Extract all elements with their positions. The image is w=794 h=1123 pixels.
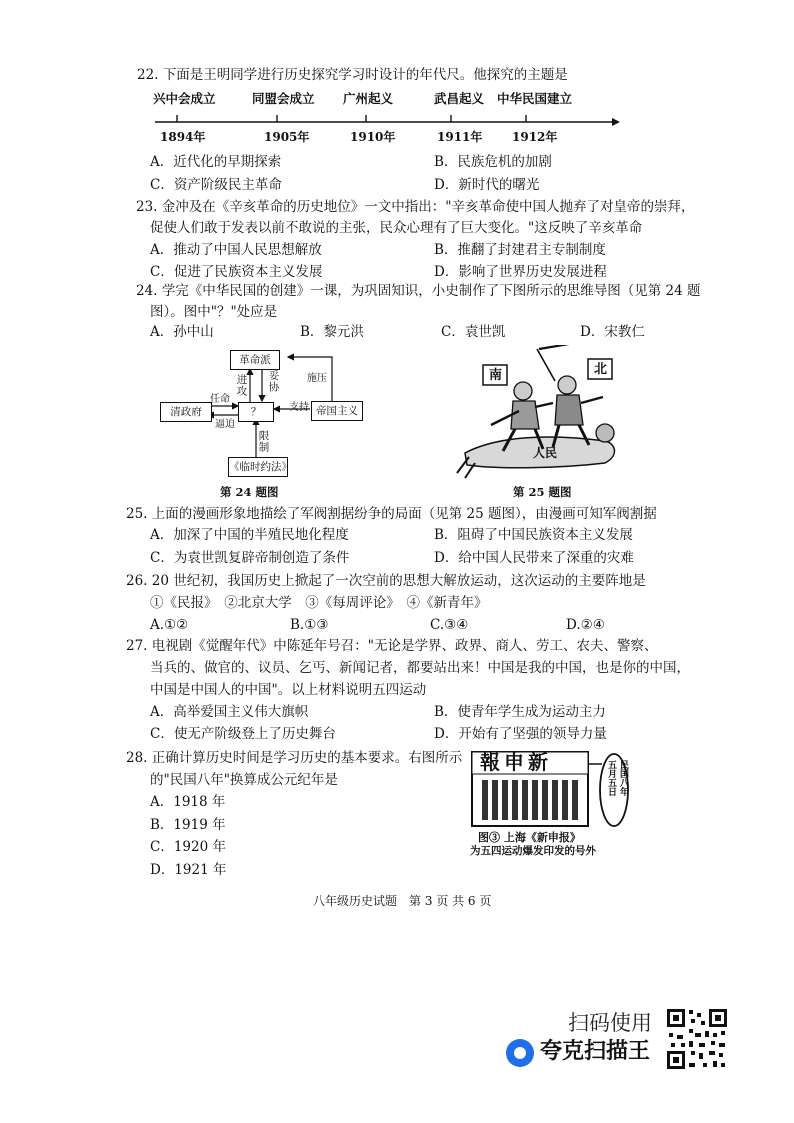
timeline-year: 1910年 (350, 130, 396, 144)
mind-map-label: 任命 (210, 394, 230, 405)
q27-option-b: B．使青年学生成为运动主力 (434, 704, 606, 720)
page-footer: 八年级历史试题 第 3 页 共 6 页 (313, 894, 492, 908)
q28-stem-line1: 28. 正确计算历史时间是学习历史的基本要求。右图所示 (126, 750, 463, 766)
mind-map-label: 支持 (289, 402, 309, 413)
q24-option-d: D．宋教仁 (580, 324, 645, 340)
timeline-event: 同盟会成立 (252, 91, 315, 106)
q28-option-a: A．1918 年 (150, 794, 226, 810)
cartoon-label-people: 人民 (533, 446, 558, 460)
mind-map-label: 妥协 (267, 370, 280, 393)
q22-stem: 22. 下面是王明同学进行历史探究学习时设计的年代尺。他探究的主题是 (137, 67, 568, 83)
q27-option-c: C．使无产阶级登上了历史舞台 (150, 726, 336, 742)
scan-to-use-label: 扫码使用 (568, 1011, 652, 1035)
mind-map-label: 施压 (307, 373, 327, 384)
q23-stem-line2: 促使人们敢于发表以前不敢说的主张，民众心理有了巨大变化。"这反映了辛亥革命 (150, 220, 643, 236)
q22-option-c: C．资产阶级民主革命 (150, 177, 282, 193)
q28-option-b: B．1919 年 (150, 817, 226, 833)
timeline-year: 1905年 (264, 130, 310, 144)
q27-option-a: A．高举爱国主义伟大旗帜 (150, 704, 309, 720)
qr-code-icon[interactable] (665, 1007, 729, 1071)
mind-map-node-bottom: 《临时约法》 (228, 457, 288, 477)
q24-option-a: A．孙中山 (150, 324, 214, 340)
q25-option-a: A．加深了中国的半殖民地化程度 (150, 527, 349, 543)
newspaper-caption-line1: 图③ 上海《新申报》 (478, 831, 581, 844)
q23-option-c: C．促进了民族资本主义发展 (150, 264, 323, 280)
q22-option-b: B．民族危机的加剧 (434, 154, 552, 170)
q24-option-c: C．袁世凯 (441, 324, 506, 340)
q28-option-d: D．1921 年 (150, 862, 227, 878)
q27-stem-line3: 中国是中国人的中国"。以上材料说明五四运动 (150, 682, 427, 698)
q24-option-b: B．黎元洪 (300, 324, 364, 340)
timeline-event: 武昌起义 (434, 91, 485, 106)
q26-option-a: A.①② (150, 617, 189, 633)
timeline-year: 1912年 (512, 130, 558, 144)
bubble-text-right: 民国八年 (618, 760, 628, 796)
q26-option-d: D.②④ (566, 617, 605, 633)
timeline-event: 中华民国建立 (497, 91, 573, 106)
q27-stem-line1: 27. 电视剧《觉醒年代》中陈延年号召："无论是学界、政界、商人、劳工、农夫、警察、 (126, 638, 658, 654)
q26-items: ①《民报》 ②北京大学 ③《每周评论》 ④《新青年》 (150, 595, 488, 611)
q25-option-b: B．阻碍了中国民族资本主义发展 (434, 527, 633, 543)
q25-option-c: C．为袁世凯复辟帝制创造了条件 (150, 550, 350, 566)
timeline-event: 广州起义 (343, 91, 394, 106)
newspaper-masthead: 報申新 (480, 750, 552, 774)
q22-option-a: A．近代化的早期探索 (150, 154, 282, 170)
brand-name: 夸克扫描王 (540, 1039, 651, 1064)
mind-map-label: 逼迫 (215, 419, 235, 430)
bubble-text-left: 五月五日 (606, 760, 616, 796)
q28-stem-line2: 的"民国八年"换算成公元纪年是 (150, 772, 338, 788)
q23-option-d: D．影响了世界历史发展进程 (434, 264, 607, 280)
mind-map-node-center: ？ (238, 402, 274, 422)
timeline-axis (150, 112, 620, 132)
q24-stem-line2: 图）。图中"？"处应是 (150, 304, 278, 320)
mind-map-label: 进攻 (235, 374, 248, 397)
q23-stem-line1: 23. 金冲及在《辛亥革命的历史地位》一文中指出："辛亥革命使中国人抛弃了对皇帝的崇拜， (136, 199, 695, 215)
q28-option-c: C．1920 年 (150, 839, 226, 855)
mind-map-label: 限制 (257, 430, 270, 453)
q23-option-b: B．推翻了封建君主专制制度 (434, 242, 606, 258)
newspaper-caption-line2: 为五四运动爆发印发的号外 (470, 845, 596, 857)
q26-option-b: B.①③ (290, 617, 329, 633)
q24-stem-line1: 24. 学完《中华民国的创建》一课，为巩固知识，小史制作了下图所示的思维导图（见第 24 题 (136, 283, 701, 299)
mind-map-node-left: 清政府 (160, 402, 212, 422)
q26-stem: 26. 20 世纪初，我国历史上掀起了一次空前的思想大解放运动，这次运动的主要阵地是 (126, 573, 646, 589)
q23-option-a: A．推动了中国人民思想解放 (150, 242, 322, 258)
q25-stem: 25. 上面的漫画形象地描绘了军阀割据纷争的局面（见第 25 题图），由漫画可知军阀割据 (126, 506, 657, 522)
quark-logo-icon (506, 1039, 534, 1067)
q27-stem-line2: 当兵的、做官的、议员、乞丐、新闻记者，都要站出来！中国是我的中国，也是你的中国， (150, 660, 690, 676)
timeline-event: 兴中会成立 (153, 91, 216, 106)
cartoon-label-south: 南 (489, 368, 503, 383)
cartoon-label-north: 北 (594, 362, 608, 377)
figure-24-caption: 第 24 题图 (220, 485, 279, 499)
figure-25-caption: 第 25 题图 (513, 485, 572, 499)
mind-map-node-right: 帝国主义 (311, 401, 363, 421)
mind-map-node-top: 革命派 (230, 350, 280, 370)
q22-option-d: D．新时代的曙光 (434, 177, 540, 193)
timeline-year: 1911年 (437, 130, 483, 144)
q27-option-d: D．开始有了坚强的领导力量 (434, 726, 607, 742)
q26-option-c: C.③④ (430, 617, 469, 633)
timeline-year: 1894年 (160, 130, 206, 144)
q25-option-d: D．给中国人民带来了深重的灾难 (434, 550, 634, 566)
